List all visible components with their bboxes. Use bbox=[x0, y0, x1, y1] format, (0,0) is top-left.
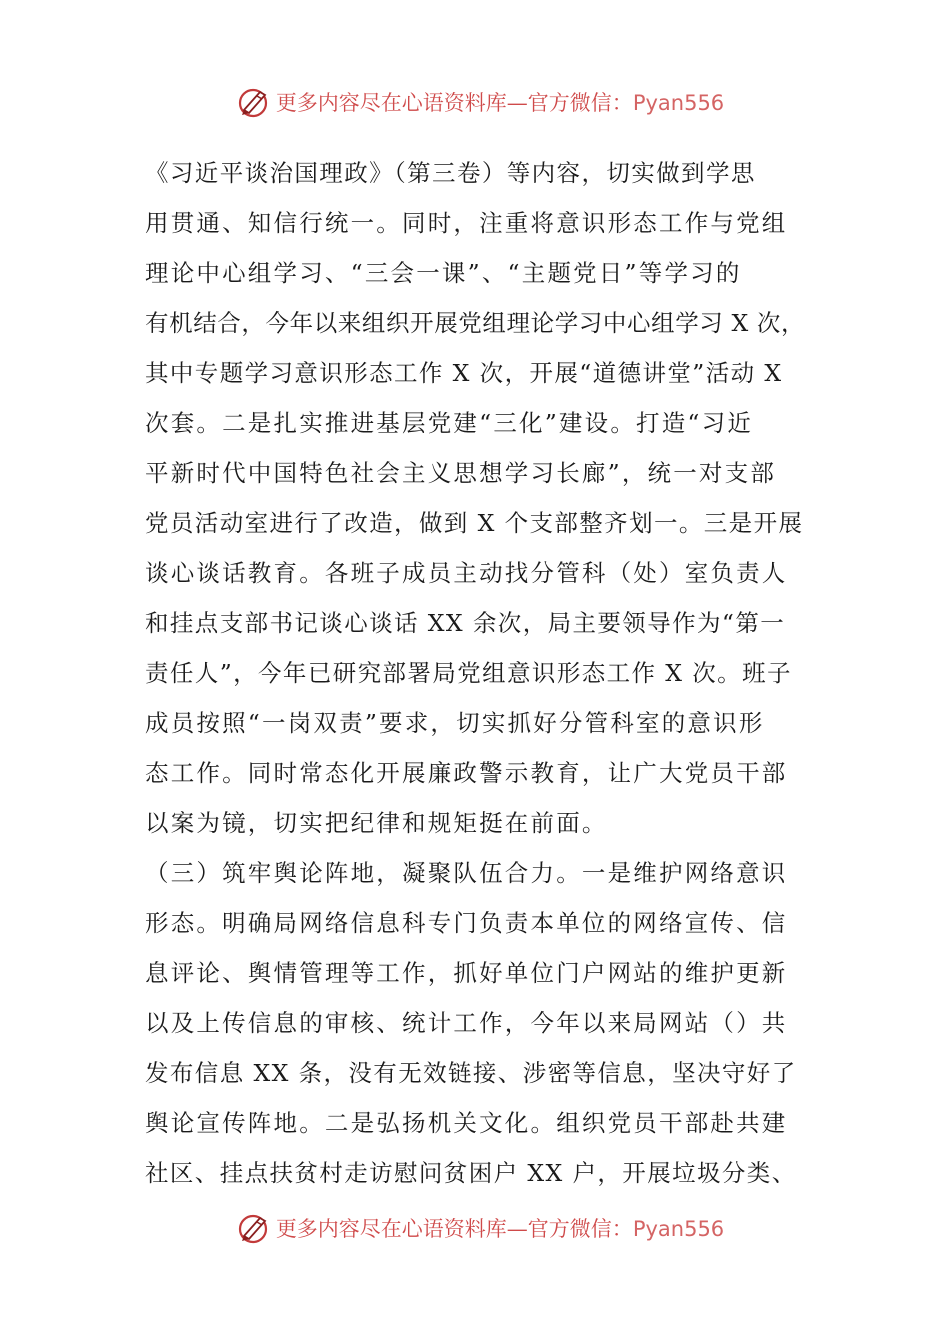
body-line: 责任人”，今年已研究部署局党组意识形态工作 X 次。班子 bbox=[145, 659, 792, 687]
body-line: 党员活动室进行了改造，做到 X 个支部整齐划一。三是开展 bbox=[145, 509, 804, 537]
body-line: 形态。明确局网络信息科专门负责本单位的网络宣传、信 bbox=[145, 909, 788, 937]
body-line: 《习近平谈治国理政》（第三卷）等内容，切实做到学思 bbox=[145, 159, 756, 187]
body-line: 和挂点支部书记谈心谈话 XX 余次，局主要领导作为“第一 bbox=[145, 609, 786, 637]
body-line: 息评论、舆情管理等工作，抓好单位门户网站的维护更新 bbox=[145, 959, 788, 987]
footer-watermark-banner bbox=[0, 1206, 950, 1250]
body-line: 社区、挂点扶贫村走访慰问贫困户 XX 户，开展垃圾分类、 bbox=[145, 1159, 797, 1187]
header-watermark bbox=[236, 84, 724, 120]
body-line: 平新时代中国特色社会主义思想学习长廊”，统一对支部 bbox=[145, 459, 777, 487]
body-line: 次套。二是扎实推进基层党建“三化”建设。打造“习近 bbox=[145, 409, 754, 437]
body-line: 以及上传信息的审核、统计工作，今年以来局网站（）共 bbox=[145, 1009, 788, 1037]
header-watermark-banner bbox=[0, 80, 950, 124]
document-body bbox=[145, 148, 811, 1198]
pen-logo-icon bbox=[236, 84, 272, 120]
footer-watermark bbox=[236, 1210, 724, 1246]
body-line: 发布信息 XX 条，没有无效链接、涉密等信息，坚决守好了 bbox=[145, 1059, 797, 1087]
header-wechat-id: Pyan556 bbox=[632, 91, 725, 115]
body-line: 谈心谈话教育。各班子成员主动找分管科（处）室负责人 bbox=[145, 559, 788, 587]
body-line: 用贯通、知信行统一。同时，注重将意识形态工作与党组 bbox=[145, 209, 788, 237]
footer-wechat-id: Pyan556 bbox=[632, 1217, 725, 1241]
pen-logo-icon bbox=[236, 1210, 272, 1246]
body-line: （三）筑牢舆论阵地，凝聚队伍合力。一是维护网络意识 bbox=[145, 859, 788, 887]
body-line: 态工作。同时常态化开展廉政警示教育，让广大党员干部 bbox=[145, 759, 788, 787]
footer-watermark-text: 更多内容尽在心语资料库—官方微信：Pyan556 bbox=[275, 1217, 725, 1241]
body-line: 有机结合，今年以来组织开展党组理论学习中心组学习 X 次， bbox=[145, 309, 806, 337]
body-line: 其中专题学习意识形态工作 X 次，开展“道德讲堂”活动 X bbox=[145, 359, 783, 387]
body-line: 理论中心组学习、“三会一课”、“主题党日”等学习的 bbox=[145, 259, 742, 287]
header-watermark-text: 更多内容尽在心语资料库—官方微信：Pyan556 bbox=[275, 91, 725, 115]
body-line: 成员按照“一岗双责”要求，切实抓好分管科室的意识形 bbox=[145, 709, 765, 737]
body-line: 以案为镜，切实把纪律和规矩挺在前面。 bbox=[145, 809, 608, 837]
body-line: 舆论宣传阵地。二是弘扬机关文化。组织党员干部赴共建 bbox=[145, 1109, 788, 1137]
